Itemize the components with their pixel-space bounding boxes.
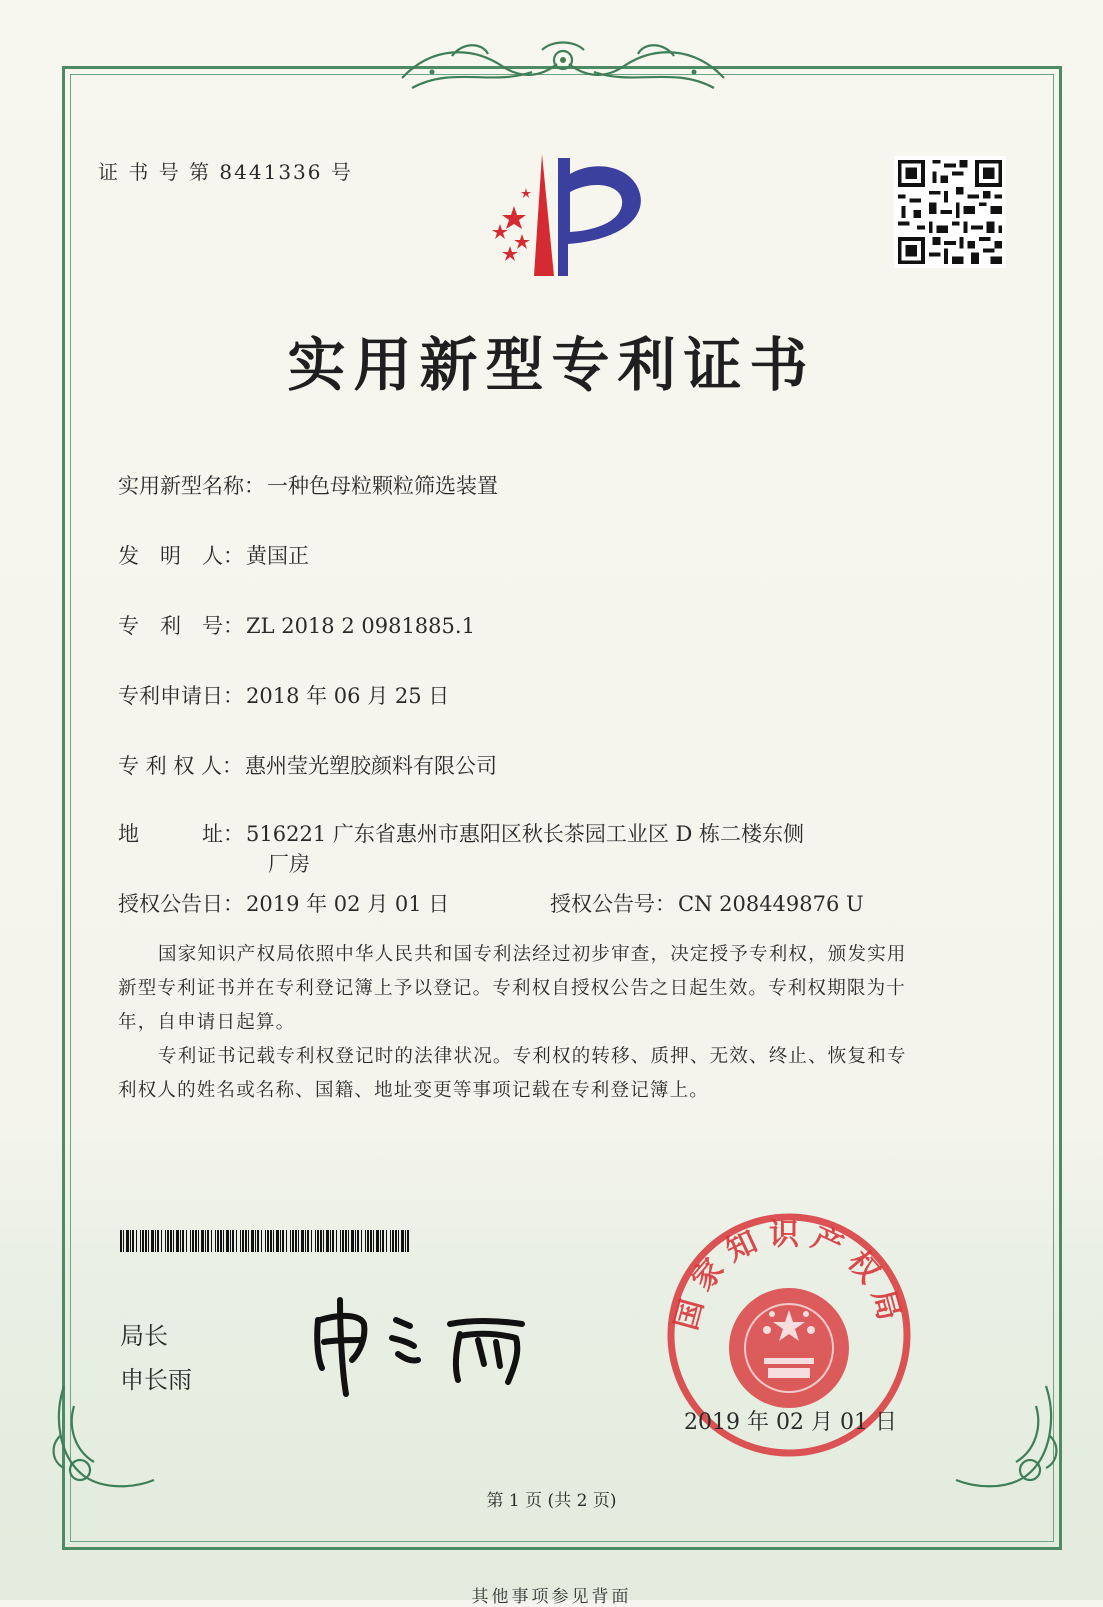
field-value: 516221 广东省惠州市惠阳区秋长茶园工业区 D 栋二楼东侧	[246, 822, 805, 846]
field-inventor	[118, 540, 309, 570]
qr-code-icon	[894, 156, 1006, 268]
field-address	[118, 818, 804, 848]
field-value: ZL 2018 2 0981885.1	[246, 614, 475, 638]
field-label: 专 利 号：	[118, 614, 244, 638]
field-value: CN 208449876 U	[678, 892, 864, 916]
paragraph-line: 专利证书记载专利权登记时的法律状况。专利权的转移、质押、无效、终止、恢复和专	[158, 1046, 907, 1067]
field-label: 授权公告日：	[118, 892, 244, 916]
field-patent-number	[118, 610, 475, 640]
cnipa-logo-icon	[470, 148, 650, 284]
field-address-line2: 厂房	[268, 852, 310, 876]
paragraph-line: 国家知识产权局依照中华人民共和国专利法经过初步审查，决定授予专利权，颁发实用	[158, 944, 907, 965]
seal-date: 2019 年 02 月 01 日	[684, 1410, 897, 1435]
field-patent-holder	[118, 750, 497, 780]
field-label: 地 址：	[118, 822, 244, 846]
field-utility-model-name	[118, 470, 498, 500]
certificate-number: 证 书 号 第 8441336 号	[98, 160, 353, 184]
paragraph-line: 年，自申请日起算。	[118, 1012, 296, 1033]
field-grant-number	[550, 888, 864, 918]
paragraph-legal-status	[118, 1040, 988, 1108]
field-label: 专 利 权 人：	[118, 754, 244, 778]
field-value: 一种色母粒颗粒筛选装置	[267, 474, 498, 498]
signatory-name: 申长雨	[120, 1366, 192, 1394]
footer-note: 其他事项参见背面	[471, 1587, 632, 1607]
field-grant-date	[118, 888, 449, 918]
field-value: 惠州莹光塑胶颜料有限公司	[245, 754, 498, 778]
field-label: 专利申请日：	[118, 684, 244, 708]
seal-text: 国家知识产权局	[668, 1217, 910, 1334]
field-label: 授权公告号：	[550, 892, 676, 916]
top-ornament-icon	[392, 36, 734, 100]
page-number: 第 1 页 (共 2 页)	[486, 1491, 617, 1511]
paragraph-line: 新型专利证书并在专利登记簿上予以登记。专利权自授权公告之日起生效。专利权期限为十	[118, 978, 907, 999]
barcode-icon	[120, 1230, 410, 1252]
field-value: 2018 年 06 月 25 日	[246, 684, 450, 708]
signatory-title: 局长	[120, 1322, 168, 1350]
field-label: 实用新型名称：	[118, 474, 265, 498]
corner-ornament-bottom-right-icon	[946, 1376, 1066, 1496]
field-value: 黄国正	[246, 544, 309, 568]
paragraph-grant-statement	[118, 938, 988, 1040]
paragraph-line: 利权人的姓名或名称、国籍、地址变更等事项记载在专利登记簿上。	[118, 1080, 710, 1101]
signature-icon	[300, 1290, 560, 1400]
field-label: 发 明 人：	[118, 544, 244, 568]
field-filing-date	[118, 680, 449, 710]
field-value: 2019 年 02 月 01 日	[246, 892, 450, 916]
certificate-title: 实用新型专利证书	[287, 331, 816, 399]
